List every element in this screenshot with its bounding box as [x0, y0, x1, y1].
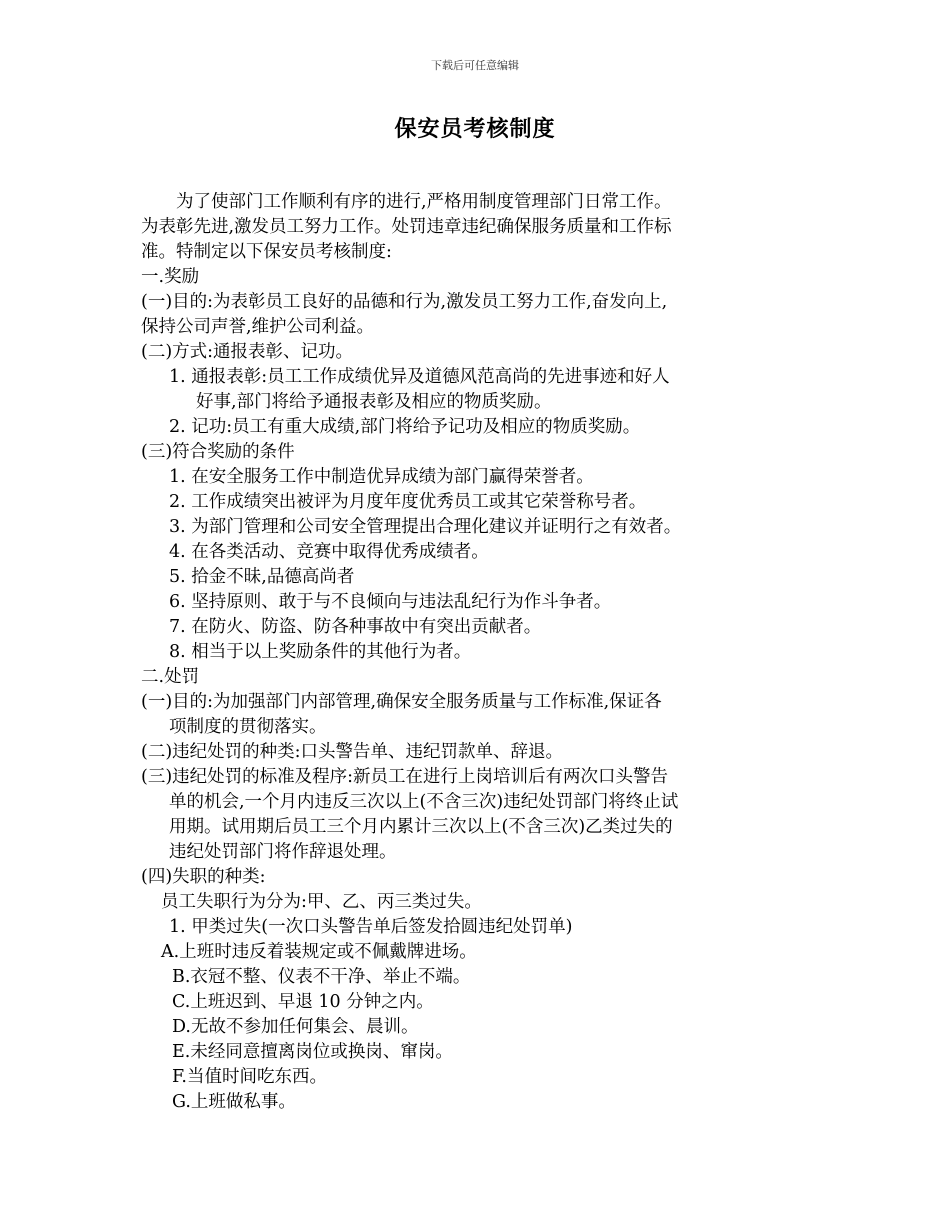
text-line: (二)违纪处罚的种类:口头警告单、违纪罚款单、辞退。: [141, 742, 564, 762]
text-line: 1. 在安全服务工作中制造优异成绩为部门赢得荣誉者。: [169, 467, 594, 487]
text-line: 2. 记功:员工有重大成绩,部门将给予记功及相应的物质奖励。: [169, 417, 641, 437]
text-line: 7. 在防火、防盗、防各种事故中有突出贡献者。: [169, 617, 542, 637]
text-line: D.无故不参加任何集会、晨训。: [172, 1017, 419, 1037]
text-line: (三)违纪处罚的标准及程序:新员工在进行上岗培训后有两次口头警告: [141, 767, 669, 787]
text-line: (二)方式:通报表彰、记功。: [141, 342, 354, 362]
text-line: 单的机会,一个月内违反三次以上(不含三次)违纪处罚部门将终止试: [169, 792, 679, 812]
text-line: C.上班迟到、早退 10 分钟之内。: [172, 992, 434, 1012]
text-line: F.当值时间吃东西。: [172, 1067, 327, 1087]
text-line: 好事,部门将给予通报表彰及相应的物质奖励。: [196, 392, 552, 412]
page-header: 下载后可任意编辑: [431, 59, 519, 72]
text-line: (四)失职的种类:: [141, 867, 266, 887]
text-line: G.上班做私事。: [172, 1092, 296, 1112]
text-line: 项制度的贯彻落实。: [169, 717, 327, 737]
text-line: 保持公司声誉,维护公司利益。: [141, 317, 375, 337]
document-body: [141, 190, 821, 1115]
text-line: 1. 甲类过失(一次口头警告单后签发拾圆违纪处罚单): [169, 917, 573, 937]
text-line: 3. 为部门管理和公司安全管理提出合理化建议并证明行之有效者。: [169, 517, 682, 537]
text-line: 准。特制定以下保安员考核制度:: [141, 242, 392, 262]
text-line: E.未经同意擅离岗位或换岗、窜岗。: [172, 1042, 453, 1062]
text-line: 用期。试用期后员工三个月内累计三次以上(不含三次)乙类过失的: [169, 817, 673, 837]
text-line: B.衣冠不整、仪表不干净、举止不端。: [172, 967, 471, 987]
text-line: (一)目的:为表彰员工良好的品德和行为,激发员工努力工作,奋发向上,: [141, 292, 668, 312]
text-line: 4. 在各类活动、竞赛中取得优秀成绩者。: [169, 542, 489, 562]
text-line: 二.处罚: [141, 667, 200, 687]
text-line: 为了使部门工作顺利有序的进行,严格用制度管理部门日常工作。: [176, 192, 672, 212]
text-line: 为表彰先进,激发员工努力工作。处罚违章违纪确保服务质量和工作标: [141, 217, 672, 237]
text-line: 6. 坚持原则、敢于与不良倾向与违法乱纪行为作斗争者。: [169, 592, 612, 612]
text-line: 员工失职行为分为:甲、乙、丙三类过失。: [161, 892, 482, 912]
text-line: 违纪处罚部门将作辞退处理。: [169, 842, 397, 862]
text-line: (三)符合奖励的条件: [141, 442, 295, 462]
text-line: (一)目的:为加强部门内部管理,确保安全服务质量与工作标准,保证各: [141, 692, 662, 712]
text-line: A.上班时违反着装规定或不佩戴牌进场。: [161, 942, 477, 962]
text-line: 2. 工作成绩突出被评为月度年度优秀员工或其它荣誉称号者。: [169, 492, 647, 512]
text-line: 8. 相当于以上奖励条件的其他行为者。: [169, 642, 472, 662]
text-line: 1. 通报表彰:员工工作成绩优异及道德风范高尚的先进事迹和好人: [169, 367, 670, 387]
text-line: 5. 拾金不昧,品德高尚者: [169, 567, 355, 587]
document-title: 保安员考核制度: [394, 117, 556, 142]
text-line: 一.奖励: [141, 267, 200, 287]
